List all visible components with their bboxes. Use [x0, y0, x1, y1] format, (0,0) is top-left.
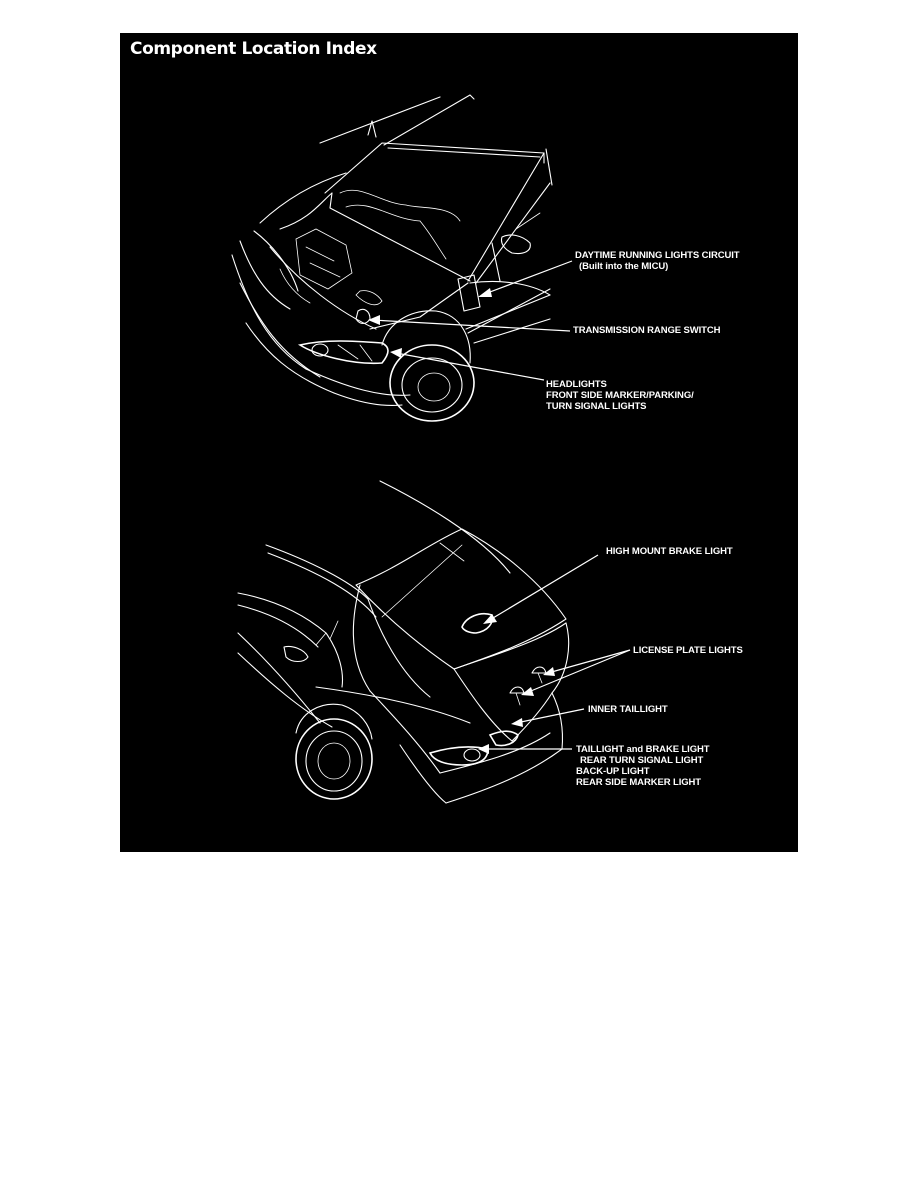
callout-line: REAR SIDE MARKER LIGHT [576, 777, 701, 788]
callout-line: TURN SIGNAL LIGHTS [546, 401, 647, 412]
callout-line: TRANSMISSION RANGE SWITCH [573, 325, 721, 336]
callout-line: INNER TAILLIGHT [588, 704, 668, 715]
callout-license-plate-lights [633, 645, 743, 656]
callout-line: FRONT SIDE MARKER/PARKING/ [546, 390, 694, 401]
page-title: Component Location Index [130, 39, 377, 59]
callout-line: TAILLIGHT and BRAKE LIGHT [576, 744, 710, 755]
rear-leaders [478, 555, 630, 754]
rear-car-illustration [238, 481, 569, 803]
callout-taillight-group [576, 744, 709, 788]
callout-line: HIGH MOUNT BRAKE LIGHT [606, 546, 733, 557]
callout-line: LICENSE PLATE LIGHTS [633, 645, 743, 656]
callout-line: BACK-UP LIGHT [576, 766, 650, 777]
callout-transmission-range-switch [573, 325, 720, 336]
callout-high-mount-brake-light [606, 546, 733, 557]
diagram-panel [120, 33, 798, 852]
callout-line: DAYTIME RUNNING LIGHTS CIRCUIT [575, 250, 740, 261]
callout-headlights [546, 379, 694, 412]
callout-line: REAR TURN SIGNAL LIGHT [580, 755, 704, 766]
callout-drl-circuit [575, 250, 739, 272]
callout-line: HEADLIGHTS [546, 379, 607, 390]
callout-line: (Built into the MICU) [579, 261, 669, 272]
callout-inner-taillight [588, 704, 668, 715]
line-art [120, 33, 798, 852]
